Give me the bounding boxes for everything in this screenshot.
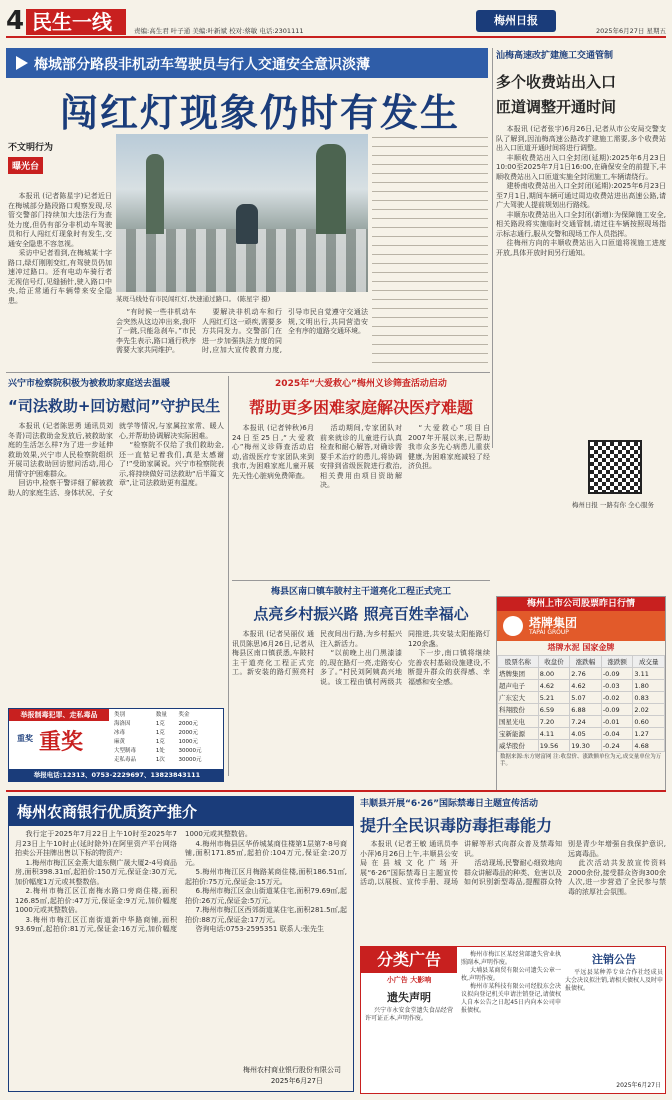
kicker-text: 梅城部分路段非机动车驾驶员与行人交通安全意识淡薄 [34,57,370,73]
stock-header: 梅州上市公司股票昨日行情 [497,597,665,611]
page-number: 4 [6,6,24,36]
ad-big-word: 重奖 [39,730,84,755]
masthead [6,4,666,38]
charity-para: “大爱救心”项目自2007年开展以来,已帮助我市众多先心病患儿重获健康,为困难家庭减轻了经济负担。 [408,424,490,470]
drug-day-para: 此次活动共发放宣传资料2000余份,接受群众咨询300余人次,进一步营造了全民参与禁毒的浓厚社会氛围。 [568,859,666,896]
charity-para: 本报讯 (记者钟秋)6月24日至25日,“大爱救心”梅州义诊筛查活动启动,省级医疗专家团队来到我市,为困难家庭儿童开展先天性心脏病免费筛查。 [232,424,314,480]
qr-code-icon [588,440,642,494]
lost-item: 大埔县某商贸有限公司遗失公章一枚,声明作废。 [461,967,561,982]
paper-name: 梅州日报 [494,14,538,27]
table-row: 超声电子 4.62 4.62 -0.03 1.80 [498,680,665,692]
bank-intro: 我行定于2025年7月22日上午10时至2025年7月23日上午10时止(延时除外)在阿里资产平台网络拍卖公开挂牌出售以下标的物资产: [15,830,177,857]
top-story-body-col1 [8,192,112,310]
toll-para: 往梅州方向的丰顺收费站出入口匝道将视施工进度开放,具体开放时间另行通知。 [496,239,666,257]
drug-day-kicker: 丰顺县开展“6·26”国际禁毒日主题宣传活动 [360,799,539,809]
stock-col-header: 股票名称 [498,656,539,668]
stock-table [497,655,665,752]
rural-para: “以前晚上出门黑漆漆的,现在路灯一亮,走路安心多了。”村民刘阿姨高兴地说。该工程由镇村两级共同推进,共安装太阳能路灯120余盏。 [320,630,490,686]
charity-para: 活动期间,专家团队对前来就诊的儿童进行认真检查和耐心解答,对确诊需要手术治疗的患儿,将协调安排到省级医院进行救治,相关费用由项目资助解决。 [320,424,402,489]
toll-para: 建桥南收费站出入口全封闭(延期):2025年6月23日至7月1日,期间车辆可通过周边收费站进出高速公路,请广大驾驶人提前规划出行路线。 [496,182,666,209]
toll-headline-1: 多个收费站出入口 [496,73,617,91]
drug-day-story [360,796,666,942]
bank-footer-date: 2025年6月27日 [270,1077,323,1085]
rural-kicker: 梅县区南口镇车陂村主干道亮化工程正式完工 [270,587,451,597]
editor-line: 责编:高生君 叶子通 美编:叶新斌 校对:蔡敏 电话:2301111 [134,27,304,35]
charity-headline: 帮助更多困难家庭解决医疗难题 [248,398,473,417]
top-story-photo [116,134,368,292]
qr-caption: 梅州日报 一路有你 全心服务 [571,501,655,509]
judicial-para: “检察院不仅给了我们救助金,还一直惦记着我们,真是太感谢了!”受助家属说。兴宁市检察院表示,将持续做好司法救助“后半篇文章”,让司法救助更有温度。 [119,441,224,487]
table-row: 广东宏大 5.21 5.07 -0.02 0.83 [498,692,665,704]
rural-headline: 点亮乡村振兴路 照亮百姓幸福心 [253,605,469,623]
toll-para: 本报讯 (记者张宇)6月26日,记者从市公安局交警支队了解到,因汕梅高速公路改扩建施工需要,多个收费站出入口匝道开通时间将进行调整。 [496,125,666,152]
rural-para: 下一步,南口镇将继续完善农村基础设施建设,不断提升群众的获得感、幸福感和安全感。 [408,649,490,686]
toll-headline-2: 匝道调整开通时间 [496,98,617,116]
bank-footer-org: 梅州农村商业银行股份有限公司 [243,1066,341,1074]
kicker-arrow-icon [16,56,28,70]
rural-story [232,584,490,780]
toll-para: 丰顺东收费站出入口全封闭(新增):为保障施工安全,相关路段将实施临时交通管制,请过往车辆按照现场指示标志通行,服从交警和现场工作人员指挥。 [496,210,666,238]
drug-day-para: 活动现场,民警耐心细致地向群众讲解毒品的种类、危害以及如何识别新型毒品,提醒群众特别是青少年增强自我保护意识,远离毒品。 [464,840,666,886]
section-title: 民生一线 [26,9,126,35]
body-para: 采访中记者看到,在梅城某十字路口,绿灯刚刚变红,有驾驶员仍加速冲过路口。还有电动车骑行者无视信号灯,见缝插针,驶入路口中央,给正常通行车辆带来安全隐患。 [8,249,112,305]
bank-item: 1.梅州市梅江区金燕大道东侧广晟大厦2-4号商品房,面积398.31㎡,起拍价:150万元,保证金:30万元,加价幅度1万元或其整数倍。 [15,858,177,886]
body-para: “有时候一些非机动车会突然从这边冲出来,我吓了一跳,只能急刹车。”市民李先生表示,路口通行秩序需要大家共同维护。 [116,308,196,354]
classified-subtitle: 小广告 大影响 [386,976,432,984]
stock-col-header: 成交量 [633,656,665,668]
issue-date: 2025年6月27日 星期五 [595,27,666,35]
drug-day-para: 本报讯 (记者王敏 通讯员李小萍)6月26日上午,丰顺县公安局在县城文化广场开展“6·26”国际禁毒日主题宣传活动,以展板、宣传手册、现场讲解等形式向群众普及禁毒知识。 [360,840,562,886]
bank-contact: 咨询电话:0753-2595351 联系人:张先生 [195,925,324,933]
cancel-item: 梅州市某科技有限公司经股东会决议拟向登记机关申请注销登记,请债权人自本公告之日起45日内向本公司申报债权。 [461,983,561,1014]
lost-item: 兴宁市永安食堂遗失食品经营许可证正本,声明作废。 [365,1007,453,1022]
classified-ads [360,946,666,1094]
stock-col-header: 涨跌幅 [570,656,602,668]
body-para: 本报讯 (记者陈星宇)记者近日在梅城部分路段路口观察发现,尽管交警部门持续加大违法行为查处力度,但仍有部分非机动车驾驶员和行人闯红灯现象时有发生,交通安全隐患不容忽视。 [8,192,112,248]
ad-pre-word: 重奖 [17,734,33,743]
company-name: 塔牌集团 [529,616,578,630]
top-story-kicker [6,48,488,78]
top-story-body-col2 [116,308,368,368]
bank-item: 6.梅州市梅江区金山街道某住宅,面积79.69㎡,起拍价:26万元,保证金:5万元。 [185,887,347,905]
classified-date: 2025年6月27日 [616,1082,661,1089]
ad-table: 类别 数量 奖金 海洛因 1克 2000元 冰毒 1克 2000元 麻黄 1克 1000元 大型制毒 1处 30000元 走私毒品 1次 30000元 [114,712,202,763]
company-en: TAPAI GROUP [529,629,569,636]
ad-header: 举报制毒犯罪、走私毒品 [9,709,109,721]
bank-item: 4.梅州市梅县区华侨城某商住楼第1层第7-8号商铺,面积171.85㎡,起拍价:104万元,保证金:20万元。 [185,839,347,867]
drug-day-headline: 提升全民识毒防毒拒毒能力 [360,816,553,835]
paper-logo [476,10,556,32]
toll-kicker: 汕梅高速改扩建施工交通管制 [496,51,614,61]
ad-hotline: 举报电话:12313、0753-2229697、13823843111 [9,769,224,781]
table-row: 塔牌集团 8.00 2.76 -0.09 3.11 [498,668,665,680]
charity-kicker: 2025年“大爱救心”梅州义诊筛查活动启动 [275,379,447,389]
rider-figure [236,204,258,244]
drug-report-ad [8,708,224,782]
stock-col-header: 涨跌额 [601,656,633,668]
body-para: 要解决非机动车和行人闯红灯这一顽疾,需要多方共同发力。交警部门在进一步加强执法力度的同时,应加大宣传教育力度,引导市民自觉遵守交通法规,文明出行,共同营造安全有序的道路交通环境。 [202,308,368,354]
company-slogan: 塔牌水泥 国家金牌 [547,643,615,652]
column-badge [8,140,78,186]
top-story-headline: 闯红灯现象仍时有发生 [60,90,461,130]
top-story-body-col3 [372,134,488,366]
judicial-headline: “司法救助+回访慰问”守护民生 [8,397,221,415]
bank-item: 7.梅州市梅江区西郊街道某住宅,面积281.5㎡,起拍价:88万元,保证金:17万元。 [185,906,347,924]
lost-item: 梅州市梅江区某经营部遗失营业执照副本,声明作废。 [461,951,561,966]
lost-section-title: 遗失声明 [387,991,431,1004]
bank-item: 5.梅州市梅江区月梅路某商住楼,面积186.51㎡,起拍价:75万元,保证金:15万元。 [185,868,347,886]
table-row: 科翔股份 6.59 6.88 -0.09 2.02 [498,704,665,716]
judicial-para: 回访中,检察干警详细了解被救助人的家庭生活、身体状况、子女就学等情况,与家属拉家常、暖人心,并帮助协调解决实际困难。 [8,422,224,497]
bank-item: 2.梅州市梅江区江南梅水路口旁商住楼,面积126.85㎡,起拍价:47万元,保证金:9万元,加价幅度1000元或其整数倍。 [15,887,177,914]
qr-block [560,440,666,540]
stock-block [496,596,666,792]
table-row: 威华股份 19.56 19.30 -0.24 4.68 [498,740,665,752]
bank-notice [8,796,354,1092]
stock-note: 数据来源:东方财富网 注:收盘价、涨跌额单位为元,成交量单位为万手。 [500,754,662,767]
company-logo-icon [503,616,523,636]
classified-title: 分类广告 [361,947,457,973]
cancel-section-title: 注销公告 [592,953,636,966]
judicial-story [8,376,224,702]
table-row: 宝新能源 4.11 4.05 -0.04 1.27 [498,728,665,740]
judicial-para: 本报讯 (记者陈思勇 通讯员刘冬青)司法救助金发放后,被救助家庭的生活怎么样?为了进一步延伸救助效果,兴宁市人民检察院组织开展司法救助回访慰问活动,用心用情守护困难群众。 [8,422,113,478]
cancel-item: 平远县某种养专业合作社经成员大会决议拟注销,请相关债权人及时申报债权。 [565,969,663,992]
table-row: 国星光电 7.20 7.24 -0.01 0.60 [498,716,665,728]
toll-story [496,48,666,448]
rural-para: 本报讯 (记者吴丽仪 通讯员陈思)6月26日,记者从梅县区南口镇获悉,车陂村主干道亮化工程正式完工。新安装的路灯照亮村民夜间出行路,为乡村振兴注入新活力。 [232,630,402,676]
photo-caption: 某斑马线处有市民闯红灯,快速通过路口。 (陈星宇 摄) [116,295,271,303]
bank-item: 3.梅州市梅江区江南街道新中华路商铺,面积93.69㎡,起拍价:81万元,保证金:16万元,加价幅度1000元或其整数倍。 [15,830,252,933]
stock-col-header: 收盘价 [538,656,570,668]
toll-para: 丰顺收费站出入口全封闭(延期):2025年6月23日10:00至2025年7月1日16:00,在确保安全的前提下,丰顺收费站出入口匝道实施全封闭施工,车辆请绕行。 [496,153,666,181]
badge-line1: 不文明行为 [8,143,54,153]
charity-story [232,376,490,576]
judicial-kicker: 兴宁市检察院积极为被救助家庭送去温暖 [8,379,171,389]
bank-title: 梅州农商银行优质资产推介 [9,797,353,826]
badge-line2: 曝光台 [8,157,43,174]
